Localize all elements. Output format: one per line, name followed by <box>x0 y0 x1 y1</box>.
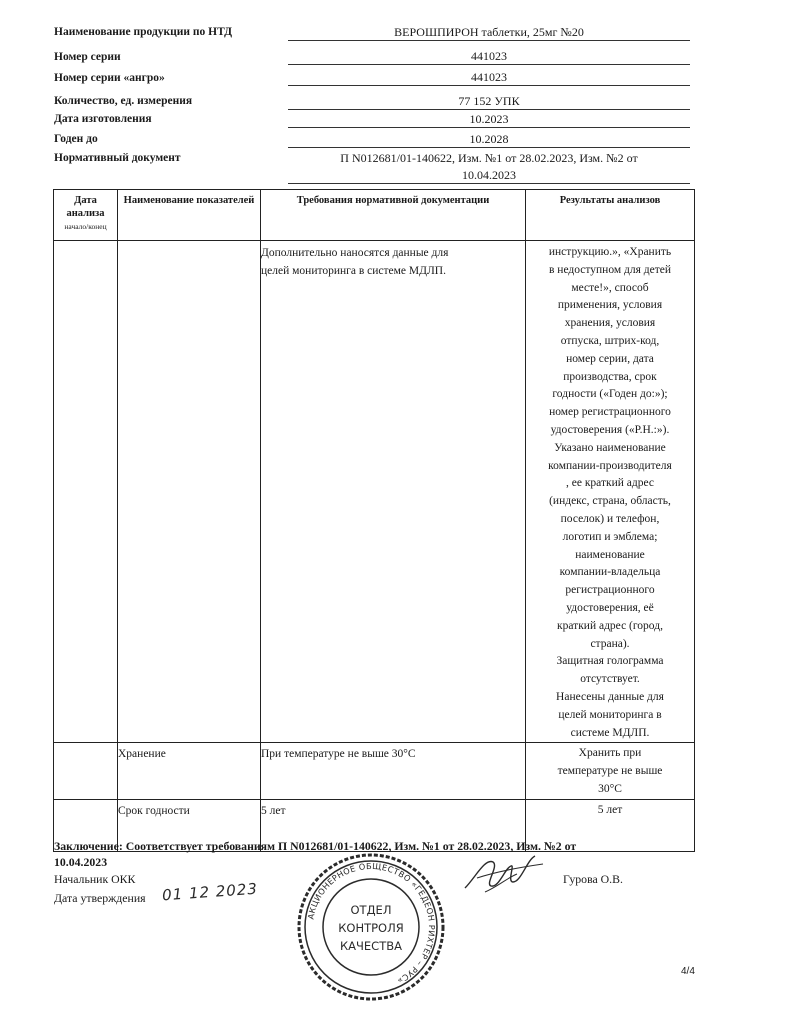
header-label-quantity: Количество, ед. измерения <box>54 95 193 107</box>
column-header-date-sublabel: начало/конец <box>64 222 107 231</box>
header-label-manufacture-date: Дата изготовления <box>54 113 152 125</box>
result-line: удостоверения, её <box>566 601 654 614</box>
result-line: инструкцию.», «Хранить <box>548 246 672 258</box>
cell-indicator-name <box>118 241 261 743</box>
header-value-expiry: 10.2028 <box>288 132 690 148</box>
result-line: страна). <box>590 637 630 650</box>
table-row <box>54 743 695 799</box>
cell-requirements <box>261 241 526 743</box>
column-header-requirements: Требования нормативной документации <box>261 190 526 241</box>
header-value-quantity: 77 152 УПК <box>288 94 690 110</box>
result-line: производства, срок <box>563 370 657 383</box>
result-line: Указано наименование <box>554 441 666 454</box>
cell-requirements <box>261 743 526 799</box>
svg-text:КАЧЕСТВА: КАЧЕСТВА <box>340 939 402 953</box>
svg-text:КОНТРОЛЯ: КОНТРОЛЯ <box>338 921 404 935</box>
result-line: целей мониторинга в <box>558 708 662 721</box>
cell-date <box>54 241 118 743</box>
table-header-row <box>54 190 695 241</box>
conclusion-line-1: Заключение: Соответствует требованиям П N012681/01-140622, Изм. №1 от 28.02.2023, Изм. №2 от <box>54 839 577 853</box>
conclusion-line-2: 10.04.2023 <box>54 855 108 869</box>
page-number: 4/4 <box>681 966 695 977</box>
header-value-product: ВЕРОШПИРОН таблетки, 25мг №20 <box>288 25 690 41</box>
header-value-normative-doc: П N012681/01-140622, Изм. №1 от 28.02.2023, Изм. №2 от <box>340 151 638 165</box>
result-line: номер регистрационного <box>549 406 671 419</box>
result-line: (индекс, страна, область, <box>549 495 671 508</box>
result-line: регистрационного <box>565 584 655 597</box>
column-header-name: Наименование показателей <box>118 190 261 241</box>
header-value-normative-doc-date: 10.04.2023 <box>288 168 690 184</box>
quality-control-stamp-icon <box>296 852 446 1002</box>
requirement-line: При температуре не выше 30°C <box>261 748 416 761</box>
cell-results <box>526 241 695 743</box>
cell-results <box>526 743 695 799</box>
result-line: Хранить при <box>578 747 642 760</box>
result-line: месте!», способ <box>571 281 649 294</box>
result-line: Защитная голограмма <box>556 655 664 668</box>
header-label-expiry: Годен до <box>54 133 98 145</box>
column-header-date <box>54 190 118 241</box>
result-line: компании-производителя <box>548 459 672 472</box>
header-value-manufacture-date: 10.2023 <box>288 112 690 128</box>
header-value-batch: 441023 <box>288 49 690 65</box>
column-header-results: Результаты анализов <box>526 190 695 241</box>
analysis-table <box>53 189 695 852</box>
header-label-normative-doc: Нормативный документ <box>54 152 181 164</box>
result-line: логотип и эмблема; <box>562 530 658 543</box>
signer-name: Гурова О.В. <box>563 872 623 886</box>
column-header-date-label: Дата анализа <box>66 195 105 219</box>
requirement-line: целей мониторинга в системе МДЛП. <box>261 265 446 277</box>
result-line: температуре не выше <box>557 765 663 778</box>
requirement-line: Дополнительно наносятся данные для <box>261 247 449 259</box>
cell-indicator-name: Хранение <box>118 743 261 799</box>
result-line: системе МДЛП. <box>570 726 650 739</box>
result-line: применения, условия <box>557 299 663 312</box>
cell-date <box>54 743 118 799</box>
result-line: номер серии, дата <box>566 352 654 365</box>
result-line: компании-владельца <box>559 566 661 579</box>
result-line: отпуска, штрих-код, <box>560 334 660 347</box>
header-value-batch-angro: 441023 <box>288 70 690 86</box>
svg-text:АКЦИОНЕРНОЕ ОБЩЕСТВО «ГЕДЕОН Р: АКЦИОНЕРНОЕ ОБЩЕСТВО «ГЕДЕОН РИХТЕР – РУС» <box>305 860 438 987</box>
result-line: отсутствует. <box>580 673 640 686</box>
header-label-batch: Номер серии <box>54 51 121 63</box>
svg-text:01 12 2023: 01 12 2023 <box>161 879 259 904</box>
cell-indicator-name: Срок годности <box>118 799 261 851</box>
header-label-product: Наименование продукции по НТД <box>54 26 232 38</box>
approval-date-label: Дата утверждения <box>54 891 146 905</box>
svg-text:ОТДЕЛ: ОТДЕЛ <box>350 903 392 917</box>
result-line: удостоверения («Р.Н.:»). <box>550 423 670 436</box>
result-line: в недоступном для детей <box>548 263 671 276</box>
result-line: краткий адрес (город, <box>557 619 663 632</box>
requirement-line: 5 лет <box>261 804 286 817</box>
result-line: , ее краткий адрес <box>566 477 654 490</box>
handwritten-date <box>160 878 268 904</box>
table-row <box>54 241 695 743</box>
head-of-qc-label: Начальник ОКК <box>54 872 136 886</box>
signature-icon <box>455 848 555 898</box>
result-line: хранения, условия <box>564 317 656 330</box>
header-label-batch-angro: Номер серии «ангро» <box>54 72 165 84</box>
result-line: 30°C <box>598 782 622 795</box>
result-line: годности («Годен до:»); <box>552 388 668 401</box>
result-line: наименование <box>575 548 645 561</box>
result-line: поселок) и телефон, <box>560 512 660 525</box>
result-line: 5 лет <box>597 803 623 816</box>
result-line: Нанесены данные для <box>556 690 664 703</box>
